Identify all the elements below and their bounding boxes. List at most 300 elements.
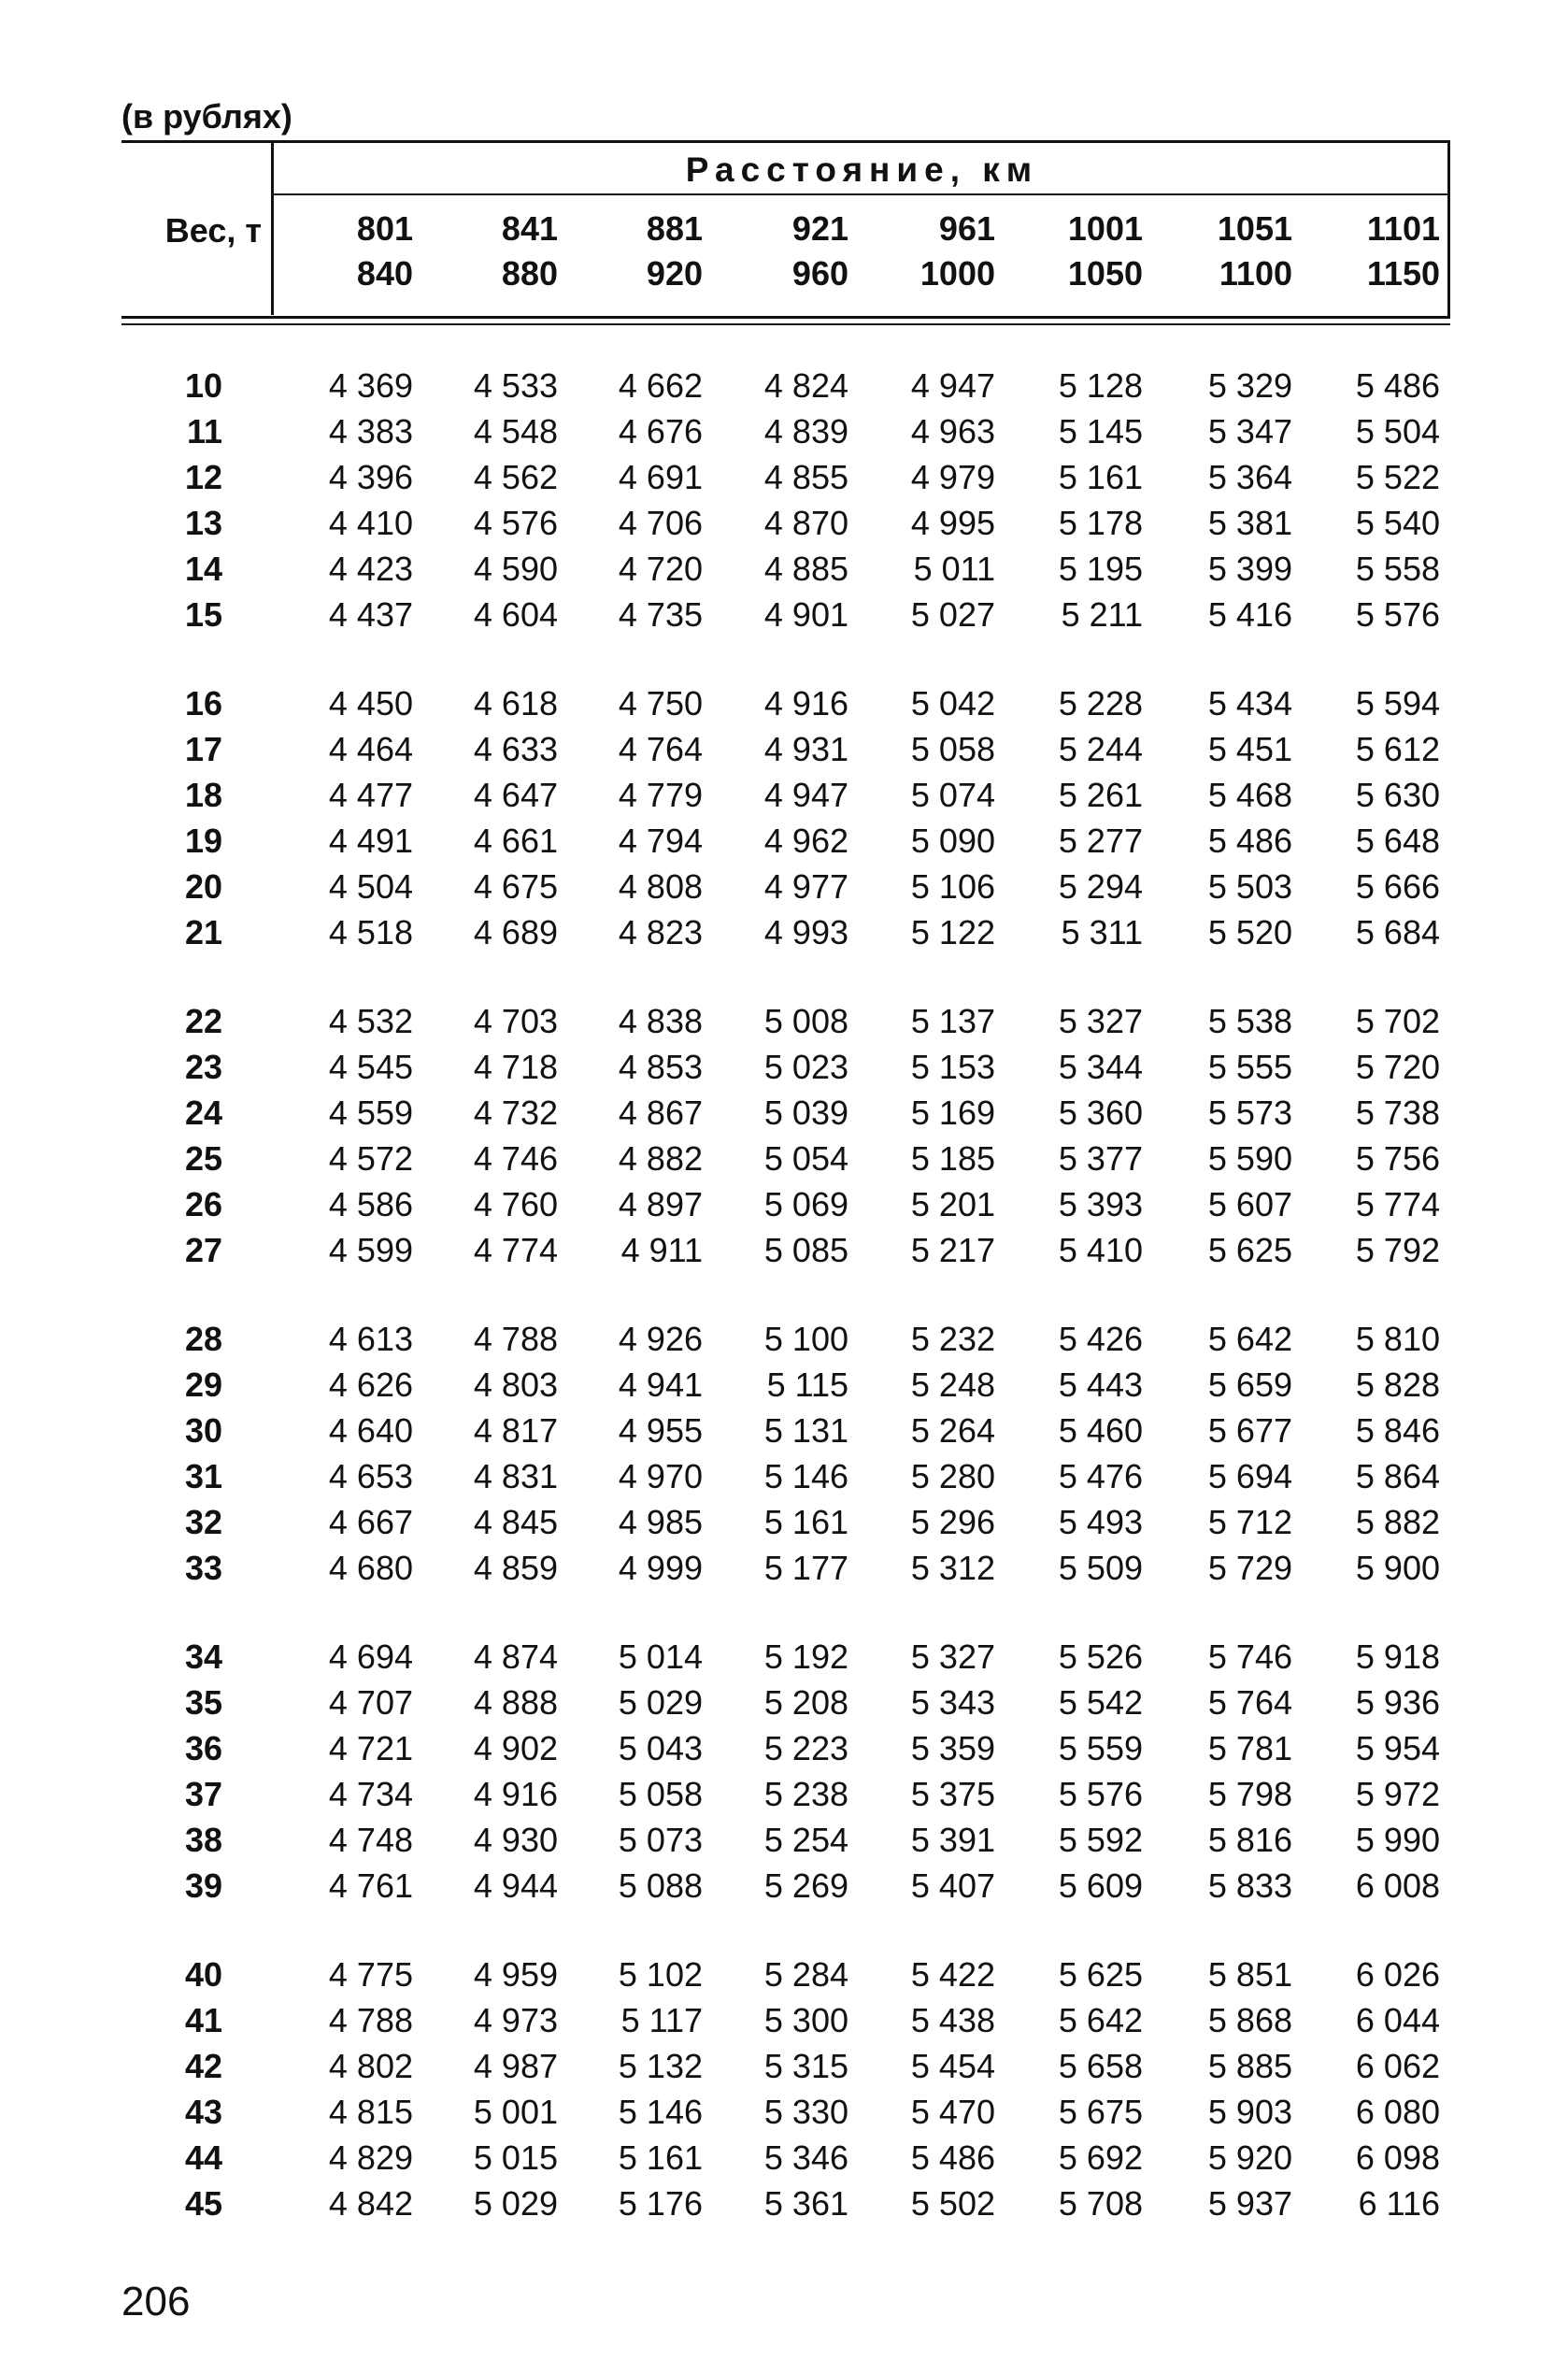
table-row — [0, 1181, 1568, 1227]
price-cell: 5 106 — [910, 867, 995, 906]
table-row — [0, 408, 1568, 454]
price-cell: 4 734 — [328, 1775, 413, 1813]
range-to: 1050 — [1067, 254, 1143, 293]
table-row — [0, 2043, 1568, 2089]
weight-cell: 35 — [184, 1683, 222, 1722]
price-cell: 5 576 — [1355, 595, 1440, 634]
price-cell: 5 146 — [618, 2093, 703, 2131]
price-cell: 4 859 — [473, 1549, 558, 1587]
price-cell: 4 383 — [328, 412, 413, 450]
price-cell: 5 774 — [1355, 1185, 1440, 1223]
weight-cell: 41 — [184, 2001, 222, 2039]
price-cell: 5 100 — [763, 1320, 848, 1358]
price-cell: 5 195 — [1058, 550, 1143, 588]
weight-cell: 33 — [184, 1549, 222, 1587]
price-cell: 5 729 — [1207, 1549, 1292, 1587]
price-cell: 5 438 — [910, 2001, 995, 2039]
price-cell: 5 648 — [1355, 822, 1440, 860]
table-row — [0, 1725, 1568, 1771]
weight-cell: 31 — [184, 1457, 222, 1495]
price-cell: 5 027 — [910, 595, 995, 634]
price-cell: 4 703 — [473, 1002, 558, 1040]
price-cell: 5 607 — [1207, 1185, 1292, 1223]
price-cell: 5 381 — [1207, 504, 1292, 542]
table-row — [0, 1136, 1568, 1181]
price-cell: 4 748 — [328, 1821, 413, 1859]
price-cell: 5 882 — [1355, 1503, 1440, 1541]
range-to: 840 — [356, 254, 413, 293]
price-cell: 6 026 — [1355, 1955, 1440, 1994]
price-cell: 5 312 — [910, 1549, 995, 1587]
price-cell: 4 653 — [328, 1457, 413, 1495]
price-cell: 4 774 — [473, 1231, 558, 1269]
price-cell: 5 085 — [763, 1231, 848, 1269]
price-cell: 5 666 — [1355, 867, 1440, 906]
price-cell: 4 947 — [910, 366, 995, 405]
price-cell: 5 746 — [1207, 1637, 1292, 1676]
price-cell: 4 916 — [473, 1775, 558, 1813]
weight-cell: 38 — [184, 1821, 222, 1859]
table-row — [0, 500, 1568, 546]
price-cell: 5 284 — [763, 1955, 848, 1994]
weight-cell: 26 — [184, 1185, 222, 1223]
price-cell: 4 694 — [328, 1637, 413, 1676]
price-cell: 4 867 — [618, 1094, 703, 1132]
weight-cell: 45 — [184, 2184, 222, 2223]
table-row — [0, 2181, 1568, 2226]
price-cell: 4 633 — [473, 730, 558, 768]
price-cell: 5 642 — [1058, 2001, 1143, 2039]
table-row — [0, 1863, 1568, 1909]
table-row — [0, 998, 1568, 1044]
price-cell: 5 416 — [1207, 595, 1292, 634]
price-cell: 4 831 — [473, 1457, 558, 1495]
table-row — [0, 818, 1568, 864]
price-cell: 5 015 — [473, 2138, 558, 2177]
range-from: 1051 — [1217, 209, 1292, 248]
weight-cell: 29 — [184, 1366, 222, 1404]
price-cell: 5 609 — [1058, 1866, 1143, 1905]
table-row — [0, 772, 1568, 818]
price-cell: 4 464 — [328, 730, 413, 768]
price-cell: 4 944 — [473, 1866, 558, 1905]
table-row — [0, 454, 1568, 500]
price-cell: 5 137 — [910, 1002, 995, 1040]
price-cell: 5 264 — [910, 1411, 995, 1450]
price-cell: 4 562 — [473, 458, 558, 496]
table-row — [0, 2089, 1568, 2135]
price-cell: 5 573 — [1207, 1094, 1292, 1132]
price-cell: 5 410 — [1058, 1231, 1143, 1269]
price-cell: 5 503 — [1207, 867, 1292, 906]
price-cell: 4 839 — [763, 412, 848, 450]
distance-range-header — [855, 207, 995, 296]
price-cell: 4 897 — [618, 1185, 703, 1223]
price-cell: 5 327 — [910, 1637, 995, 1676]
price-cell: 5 851 — [1207, 1955, 1292, 1994]
price-cell: 4 559 — [328, 1094, 413, 1132]
price-cell: 4 533 — [473, 366, 558, 405]
price-cell: 5 192 — [763, 1637, 848, 1676]
price-cell: 5 346 — [763, 2138, 848, 2177]
weight-cell: 39 — [184, 1866, 222, 1905]
price-cell: 5 781 — [1207, 1729, 1292, 1767]
price-cell: 5 201 — [910, 1185, 995, 1223]
price-cell: 4 661 — [473, 822, 558, 860]
price-cell: 5 612 — [1355, 730, 1440, 768]
price-cell: 5 502 — [910, 2184, 995, 2223]
price-cell: 5 764 — [1207, 1683, 1292, 1722]
price-cell: 5 486 — [1355, 366, 1440, 405]
price-cell: 5 058 — [618, 1775, 703, 1813]
price-cell: 5 590 — [1207, 1139, 1292, 1178]
weight-cell: 17 — [184, 730, 222, 768]
price-cell: 5 185 — [910, 1139, 995, 1178]
table-header — [121, 141, 1450, 316]
price-cell: 5 117 — [620, 2001, 703, 2039]
price-cell: 4 626 — [328, 1366, 413, 1404]
price-cell: 5 833 — [1207, 1866, 1292, 1905]
price-cell: 5 846 — [1355, 1411, 1440, 1450]
price-cell: 5 920 — [1207, 2138, 1292, 2177]
table-row — [0, 1227, 1568, 1273]
price-cell: 5 486 — [1207, 822, 1292, 860]
price-cell: 4 959 — [473, 1955, 558, 1994]
price-cell: 5 792 — [1355, 1231, 1440, 1269]
price-cell: 5 361 — [763, 2184, 848, 2223]
price-cell: 5 069 — [763, 1185, 848, 1223]
price-cell: 4 947 — [763, 776, 848, 814]
price-cell: 4 618 — [473, 684, 558, 722]
price-cell: 5 937 — [1207, 2184, 1292, 2223]
price-cell: 5 146 — [763, 1457, 848, 1495]
price-cell: 5 694 — [1207, 1457, 1292, 1495]
price-cell: 5 375 — [910, 1775, 995, 1813]
price-cell: 5 542 — [1058, 1683, 1143, 1722]
price-cell: 4 572 — [328, 1139, 413, 1178]
price-cell: 6 062 — [1355, 2047, 1440, 2085]
price-cell: 5 277 — [1058, 822, 1143, 860]
table-row — [0, 1680, 1568, 1725]
price-cell: 5 058 — [910, 730, 995, 768]
price-cell: 5 315 — [763, 2047, 848, 2085]
price-cell: 4 369 — [328, 366, 413, 405]
price-cell: 4 824 — [763, 366, 848, 405]
price-cell: 5 816 — [1207, 1821, 1292, 1859]
price-cell: 5 558 — [1355, 550, 1440, 588]
weight-cell: 21 — [184, 913, 222, 951]
price-cell: 4 963 — [910, 412, 995, 450]
price-cell: 6 116 — [1358, 2184, 1440, 2223]
price-cell: 4 396 — [328, 458, 413, 496]
price-cell: 5 712 — [1207, 1503, 1292, 1541]
price-cell: 4 706 — [618, 504, 703, 542]
range-from: 921 — [791, 209, 848, 248]
price-cell: 5 659 — [1207, 1366, 1292, 1404]
table-row — [0, 363, 1568, 408]
units-label: (в рублях) — [121, 97, 292, 136]
price-cell: 5 232 — [910, 1320, 995, 1358]
price-cell: 5 520 — [1207, 913, 1292, 951]
table-row — [0, 1090, 1568, 1136]
price-cell: 4 802 — [328, 2047, 413, 2085]
table-row — [0, 909, 1568, 955]
price-cell: 5 161 — [618, 2138, 703, 2177]
range-from: 1001 — [1067, 209, 1143, 248]
price-cell: 5 720 — [1355, 1048, 1440, 1086]
price-cell: 5 261 — [1058, 776, 1143, 814]
price-cell: 5 360 — [1058, 1094, 1143, 1132]
price-cell: 5 538 — [1207, 1002, 1292, 1040]
price-cell: 5 115 — [766, 1366, 848, 1404]
price-cell: 5 054 — [763, 1139, 848, 1178]
range-to: 960 — [791, 254, 848, 293]
table-row — [0, 1408, 1568, 1453]
price-cell: 5 343 — [910, 1683, 995, 1722]
table-row — [0, 680, 1568, 726]
header-bottom-rule — [121, 316, 1450, 319]
price-cell: 5 223 — [763, 1729, 848, 1767]
price-cell: 4 838 — [618, 1002, 703, 1040]
price-cell: 5 918 — [1355, 1637, 1440, 1676]
page-number: 206 — [121, 2279, 191, 2324]
price-cell: 4 874 — [473, 1637, 558, 1676]
price-cell: 4 888 — [473, 1683, 558, 1722]
price-cell: 5 426 — [1058, 1320, 1143, 1358]
price-cell: 4 999 — [618, 1549, 703, 1587]
price-cell: 4 853 — [618, 1048, 703, 1086]
price-cell: 5 692 — [1058, 2138, 1143, 2177]
price-cell: 5 559 — [1058, 1729, 1143, 1767]
price-cell: 5 798 — [1207, 1775, 1292, 1813]
price-cell: 5 327 — [1058, 1002, 1143, 1040]
table-row — [0, 592, 1568, 637]
table-row — [0, 726, 1568, 772]
price-cell: 5 509 — [1058, 1549, 1143, 1587]
price-cell: 5 407 — [910, 1866, 995, 1905]
distance-range-header — [708, 207, 848, 296]
table-row — [0, 1997, 1568, 2043]
range-to: 920 — [646, 254, 703, 293]
price-cell: 5 399 — [1207, 550, 1292, 588]
price-cell: 5 592 — [1058, 1821, 1143, 1859]
price-cell: 4 410 — [328, 504, 413, 542]
price-cell: 5 468 — [1207, 776, 1292, 814]
price-cell: 5 217 — [910, 1231, 995, 1269]
price-cell: 5 738 — [1355, 1094, 1440, 1132]
price-cell: 4 941 — [618, 1366, 703, 1404]
table-row — [0, 1634, 1568, 1680]
price-cell: 4 973 — [473, 2001, 558, 2039]
price-cell: 5 677 — [1207, 1411, 1292, 1450]
price-cell: 5 540 — [1355, 504, 1440, 542]
price-cell: 5 211 — [1061, 595, 1143, 634]
price-cell: 4 930 — [473, 1821, 558, 1859]
weight-cell: 22 — [184, 1002, 222, 1040]
price-cell: 6 080 — [1355, 2093, 1440, 2131]
weight-cell: 23 — [184, 1048, 222, 1086]
weight-cell: 30 — [184, 1411, 222, 1450]
weight-cell: 19 — [184, 822, 222, 860]
price-cell: 5 347 — [1207, 412, 1292, 450]
price-cell: 5 702 — [1355, 1002, 1440, 1040]
price-cell: 5 434 — [1207, 684, 1292, 722]
price-cell: 4 675 — [473, 867, 558, 906]
price-cell: 4 640 — [328, 1411, 413, 1450]
price-cell: 4 732 — [473, 1094, 558, 1132]
price-cell: 6 044 — [1355, 2001, 1440, 2039]
price-cell: 5 642 — [1207, 1320, 1292, 1358]
price-cell: 4 885 — [763, 550, 848, 588]
price-cell: 4 691 — [618, 458, 703, 496]
price-cell: 5 391 — [910, 1821, 995, 1859]
price-cell: 5 043 — [618, 1729, 703, 1767]
price-cell: 5 936 — [1355, 1683, 1440, 1722]
price-cell: 4 985 — [618, 1503, 703, 1541]
price-cell: 4 788 — [328, 2001, 413, 2039]
price-cell: 4 604 — [473, 595, 558, 634]
price-cell: 5 329 — [1207, 366, 1292, 405]
price-cell: 5 248 — [910, 1366, 995, 1404]
weight-cell: 18 — [184, 776, 222, 814]
weight-cell: 36 — [184, 1729, 222, 1767]
price-cell: 5 990 — [1355, 1821, 1440, 1859]
price-cell: 5 177 — [763, 1549, 848, 1587]
price-cell: 4 977 — [763, 867, 848, 906]
price-cell: 5 090 — [910, 822, 995, 860]
price-cell: 5 708 — [1058, 2184, 1143, 2223]
header-bottom-rule-2 — [121, 323, 1450, 325]
price-cell: 5 344 — [1058, 1048, 1143, 1086]
price-cell: 5 254 — [763, 1821, 848, 1859]
price-cell: 5 208 — [763, 1683, 848, 1722]
price-cell: 4 970 — [618, 1457, 703, 1495]
price-cell: 4 855 — [763, 458, 848, 496]
price-cell: 4 707 — [328, 1683, 413, 1722]
price-cell: 4 882 — [618, 1139, 703, 1178]
price-cell: 5 493 — [1058, 1503, 1143, 1541]
price-cell: 5 828 — [1355, 1366, 1440, 1404]
price-cell: 4 815 — [328, 2093, 413, 2131]
price-cell: 5 131 — [763, 1411, 848, 1450]
price-cell: 5 810 — [1355, 1320, 1440, 1358]
price-cell: 4 870 — [763, 504, 848, 542]
range-from: 841 — [501, 209, 558, 248]
price-cell: 5 885 — [1207, 2047, 1292, 2085]
weight-cell: 34 — [184, 1637, 222, 1676]
price-cell: 4 667 — [328, 1503, 413, 1541]
weight-cell: 24 — [184, 1094, 222, 1132]
price-cell: 4 590 — [473, 550, 558, 588]
distance-range-header — [273, 207, 413, 296]
price-cell: 5 359 — [910, 1729, 995, 1767]
price-cell: 5 073 — [618, 1821, 703, 1859]
table-row — [0, 1952, 1568, 1997]
price-cell: 4 576 — [473, 504, 558, 542]
table-row — [0, 546, 1568, 592]
price-cell: 5 128 — [1058, 366, 1143, 405]
price-cell: 5 280 — [910, 1457, 995, 1495]
price-cell: 5 522 — [1355, 458, 1440, 496]
price-cell: 4 735 — [618, 595, 703, 634]
range-from: 1101 — [1366, 209, 1440, 248]
weight-cell: 37 — [184, 1775, 222, 1813]
price-cell: 5 470 — [910, 2093, 995, 2131]
price-cell: 6 098 — [1355, 2138, 1440, 2177]
price-cell: 4 647 — [473, 776, 558, 814]
price-cell: 4 491 — [328, 822, 413, 860]
price-cell: 5 161 — [1058, 458, 1143, 496]
table-row — [0, 864, 1568, 909]
price-cell: 5 228 — [1058, 684, 1143, 722]
table-row — [0, 1499, 1568, 1545]
price-cell: 5 178 — [1058, 504, 1143, 542]
price-cell: 4 955 — [618, 1411, 703, 1450]
price-cell: 5 011 — [913, 550, 995, 588]
table-row — [0, 1044, 1568, 1090]
range-from: 961 — [938, 209, 995, 248]
price-cell: 5 756 — [1355, 1139, 1440, 1178]
price-cell: 5 001 — [473, 2093, 558, 2131]
price-cell: 4 803 — [473, 1366, 558, 1404]
weight-cell: 44 — [184, 2138, 222, 2177]
price-cell: 5 868 — [1207, 2001, 1292, 2039]
price-cell: 4 901 — [763, 595, 848, 634]
table-row — [0, 2135, 1568, 2181]
price-cell: 4 842 — [328, 2184, 413, 2223]
price-cell: 4 761 — [328, 1866, 413, 1905]
weight-cell: 10 — [184, 366, 222, 405]
price-cell: 4 599 — [328, 1231, 413, 1269]
weight-cell: 14 — [184, 550, 222, 588]
price-cell: 5 161 — [763, 1503, 848, 1541]
price-cell: 5 029 — [473, 2184, 558, 2223]
price-cell: 5 864 — [1355, 1457, 1440, 1495]
price-cell: 5 153 — [910, 1048, 995, 1086]
price-cell: 5 900 — [1355, 1549, 1440, 1587]
range-to: 1000 — [919, 254, 995, 293]
price-cell: 4 911 — [620, 1231, 703, 1269]
price-cell: 5 393 — [1058, 1185, 1143, 1223]
price-cell: 5 042 — [910, 684, 995, 722]
price-cell: 5 625 — [1058, 1955, 1143, 1994]
price-cell: 4 916 — [763, 684, 848, 722]
price-cell: 4 823 — [618, 913, 703, 951]
price-cell: 5 014 — [618, 1637, 703, 1676]
price-cell: 4 995 — [910, 504, 995, 542]
price-cell: 4 518 — [328, 913, 413, 951]
distance-heading: Расстояние, км — [685, 150, 1039, 189]
table-row — [0, 1362, 1568, 1408]
price-cell: 5 074 — [910, 776, 995, 814]
price-cell: 5 296 — [910, 1503, 995, 1541]
price-cell: 4 962 — [763, 822, 848, 860]
price-cell: 4 718 — [473, 1048, 558, 1086]
price-cell: 5 954 — [1355, 1729, 1440, 1767]
price-cell: 4 689 — [473, 913, 558, 951]
price-cell: 5 244 — [1058, 730, 1143, 768]
price-cell: 5 039 — [763, 1094, 848, 1132]
price-cell: 5 576 — [1058, 1775, 1143, 1813]
weight-cell: 13 — [184, 504, 222, 542]
price-cell: 5 422 — [910, 1955, 995, 1994]
distance-range-header — [563, 207, 703, 296]
price-cell: 5 023 — [763, 1048, 848, 1086]
range-from: 881 — [646, 209, 703, 248]
table-row — [0, 1817, 1568, 1863]
price-cell: 4 993 — [763, 913, 848, 951]
price-cell: 4 926 — [618, 1320, 703, 1358]
